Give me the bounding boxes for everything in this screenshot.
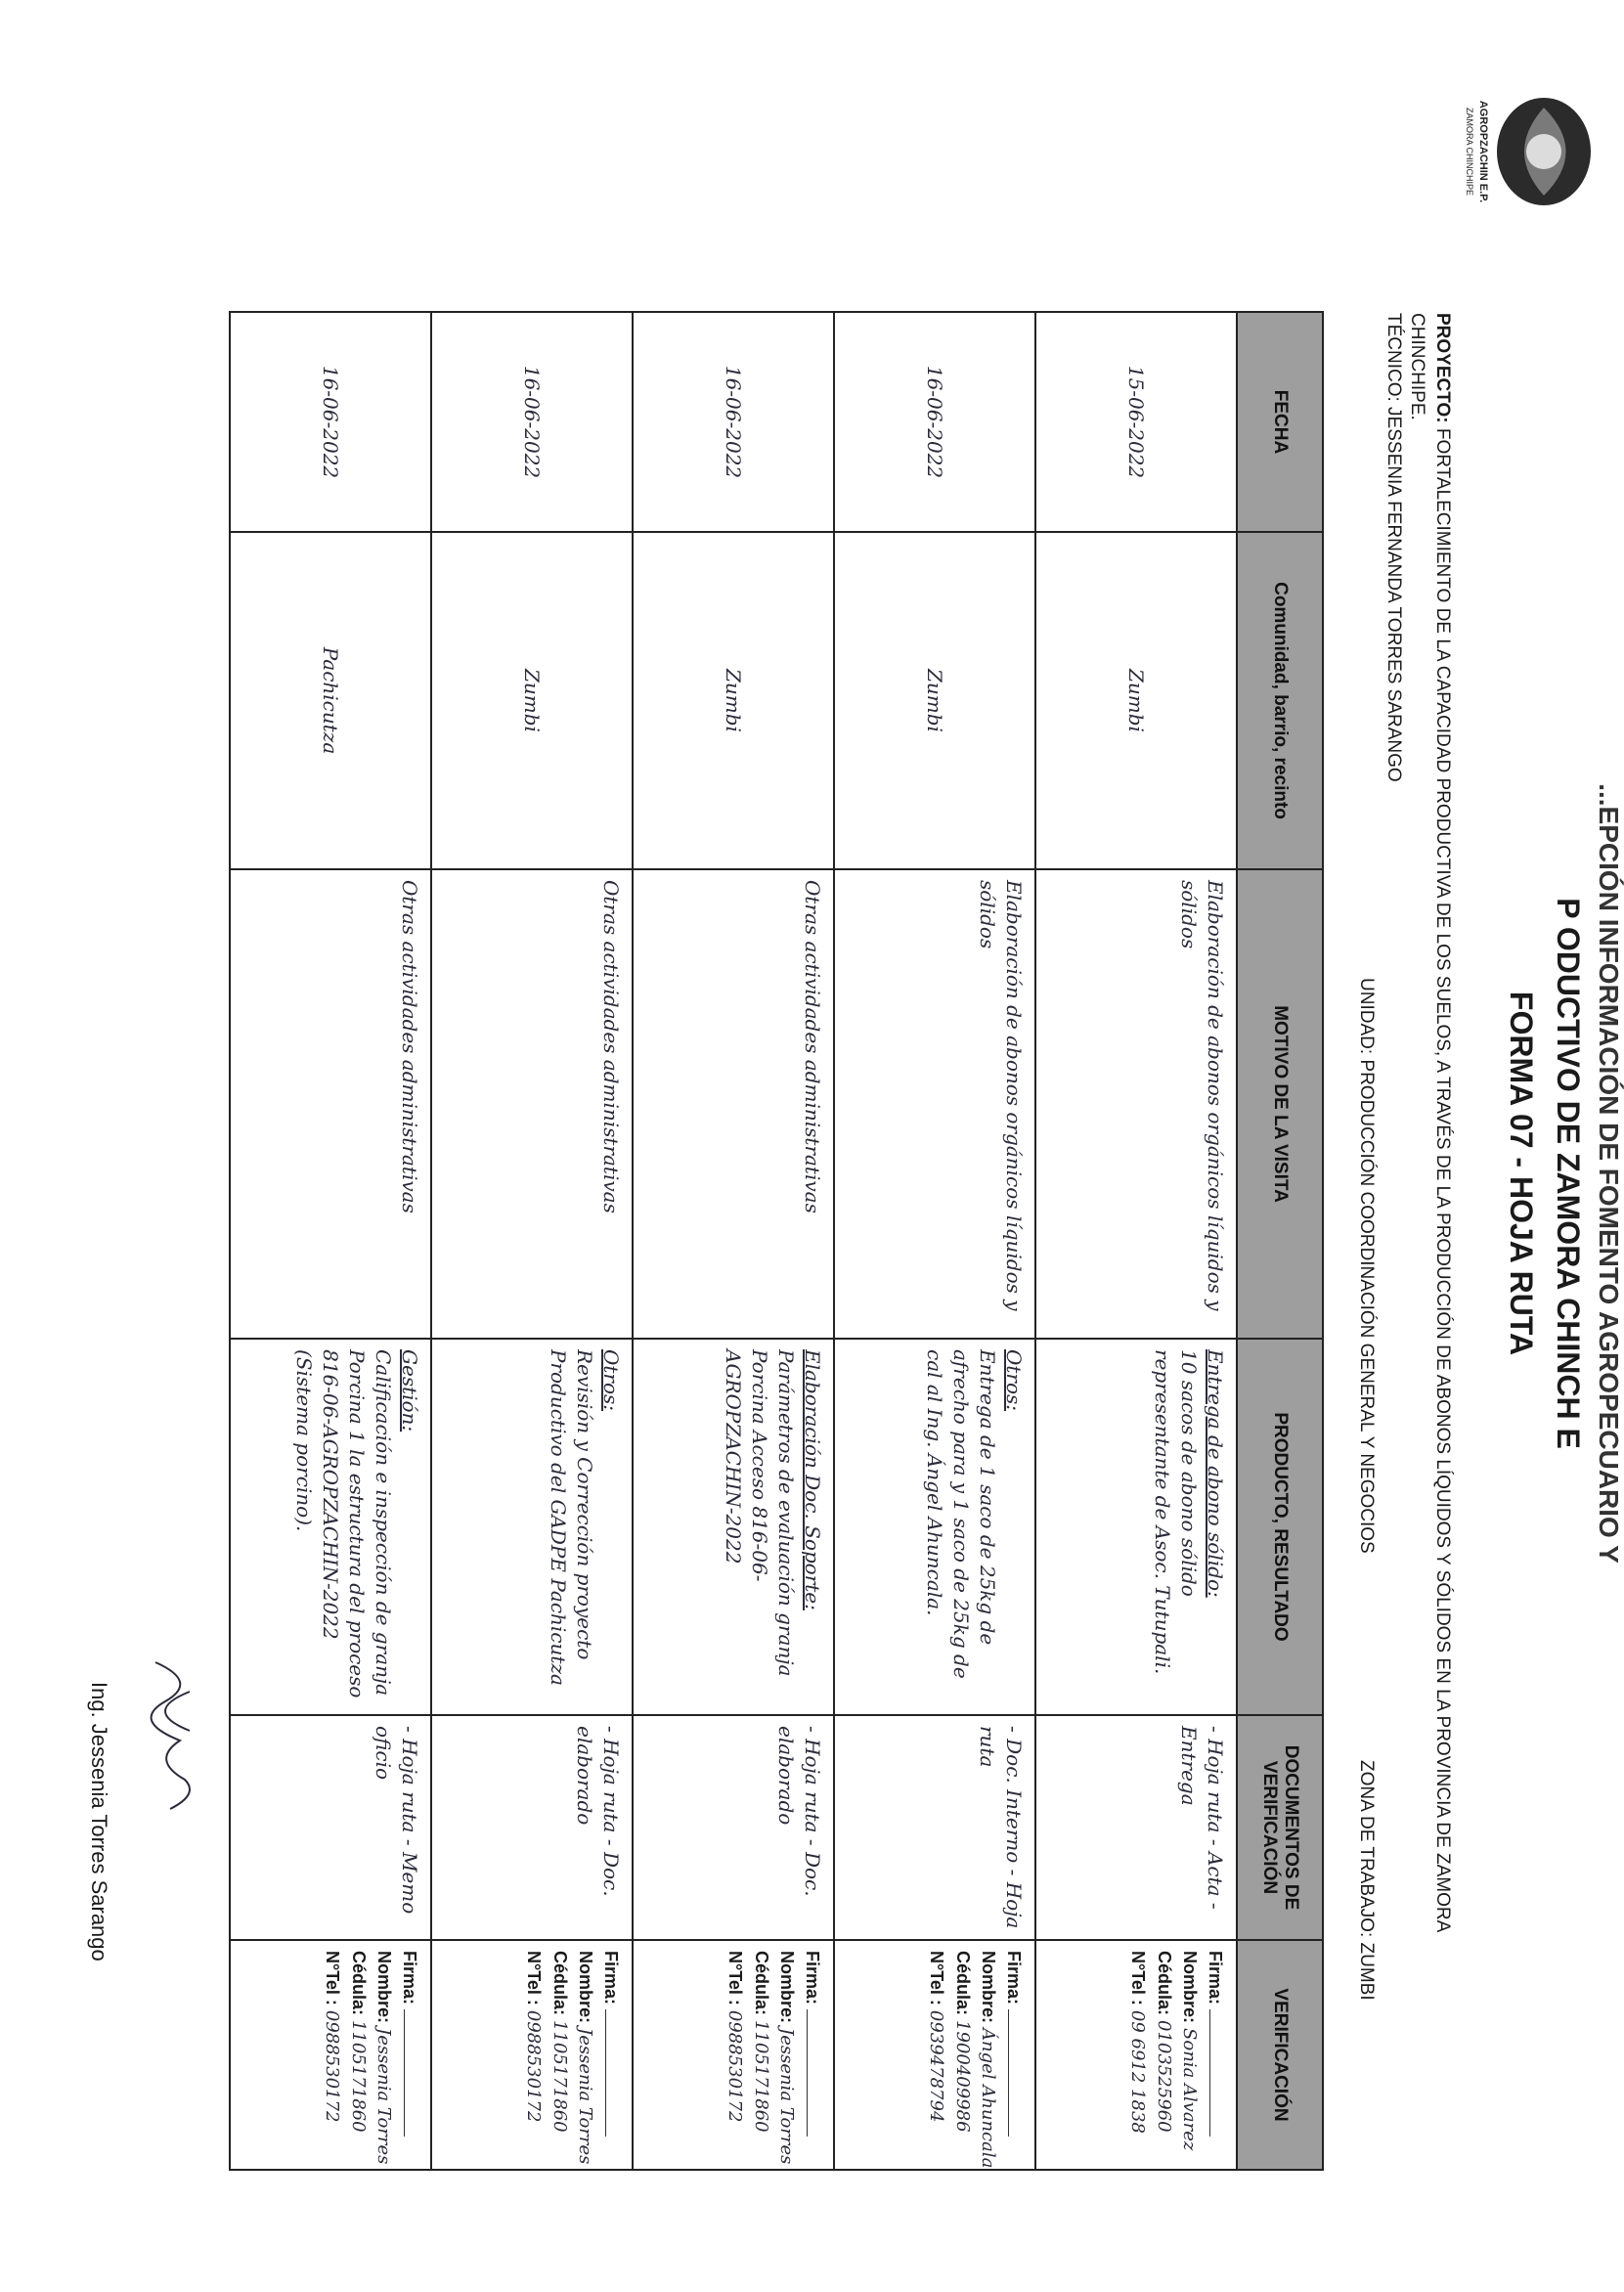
proyecto-text: FORTALECIMIENTO DE LA CAPACIDAD PRODUCTIVA DE LOS SUELOS, A TRAVÉS DE LA PRODUCCIÓN DE ABONOS LÍQUIDOS Y SÓLIDOS EN LA PROVINCIA DE ZAMORA bbox=[1432, 427, 1453, 1933]
nombre-label: Nombre: bbox=[1179, 1951, 1200, 2024]
hoja-ruta-table bbox=[229, 311, 1324, 2171]
cell-motivo: Otras actividades administrativas bbox=[230, 869, 431, 1339]
nombre-value: Jessenia Torres bbox=[574, 2028, 595, 2165]
cell-verificacion bbox=[834, 1940, 1035, 2170]
cell-producto bbox=[230, 1339, 431, 1715]
nombre-label: Nombre: bbox=[776, 1951, 797, 2024]
cell-producto bbox=[1035, 1339, 1237, 1715]
cedula-value: 1105171860 bbox=[750, 2020, 771, 2133]
col-header-documentos: DOCUMENTOS DE VERIFICACIÓN bbox=[1237, 1715, 1323, 1940]
producto-text: Entrega de 1 saco de 25kg de afrecho para y 1 saco de 25kg de cal al Ing. Ángel Ahuncala. bbox=[923, 1349, 999, 1679]
cedula-label: Cédula: bbox=[1154, 1951, 1174, 2016]
producto-title: Entrega de abono sólido: bbox=[1204, 1349, 1227, 1598]
header-line-2: P ODUCTIVO DE ZAMORA CHINCH E bbox=[1551, 898, 1586, 1449]
nombre-label: Nombre: bbox=[373, 1951, 394, 2024]
tecnico-line: TÉCNICO: JESSENIA FERNANDA TORRES SARANGO bbox=[1383, 313, 1404, 782]
firma-label: Firma: bbox=[400, 1951, 419, 2006]
cell-motivo: Otras actividades administrativas bbox=[633, 869, 834, 1339]
firma-label: Firma: bbox=[803, 1951, 822, 2006]
producto-title: Elaboración Doc. Soporte: bbox=[801, 1349, 824, 1610]
producto-text: 10 sacos de abono sólido representante de Asoc. Tutupali. bbox=[1151, 1349, 1201, 1675]
svg-text:AGROPZACHIN E.P.: AGROPZACHIN E.P. bbox=[1477, 100, 1489, 203]
cell-producto bbox=[834, 1339, 1035, 1715]
col-header-motivo: MOTIVO DE LA VISITA bbox=[1237, 869, 1323, 1339]
cell-verificacion bbox=[1035, 1940, 1237, 2170]
nombre-value: Sonia Alvarez bbox=[1178, 2028, 1200, 2151]
producto-text: Revisión y Corrección proyecto Productivo del GADPE Pachicutza bbox=[547, 1349, 596, 1686]
nombre-label: Nombre: bbox=[978, 1951, 998, 2024]
cedula-label: Cédula: bbox=[549, 1951, 570, 2016]
cell-fecha: 16-06-2022 bbox=[230, 312, 431, 532]
cell-motivo: Otras actividades administrativas bbox=[431, 869, 633, 1339]
producto-title: Otros: bbox=[599, 1349, 623, 1412]
cedula-label: Cédula: bbox=[952, 1951, 973, 2016]
cell-motivo: Elaboración de abonos orgánicos líquidos y sólidos bbox=[834, 869, 1035, 1339]
table-row bbox=[1035, 312, 1237, 2170]
tel-value: 0939478794 bbox=[926, 2009, 947, 2123]
nombre-label: Nombre: bbox=[575, 1951, 595, 2024]
col-header-producto: PRODUCTO, RESULTADO bbox=[1237, 1339, 1323, 1715]
cedula-label: Cédula: bbox=[348, 1951, 369, 2016]
cell-verificacion bbox=[431, 1940, 633, 2170]
footer-name: Ing. Jessenia Torres Sarango bbox=[87, 1682, 111, 1961]
cedula-value: 1900409986 bbox=[951, 2020, 973, 2133]
form-title: FORMA 07 - HOJA RUTA bbox=[1504, 991, 1539, 1356]
cell-comunidad: Zumbi bbox=[633, 532, 834, 869]
footer-signature bbox=[131, 1653, 209, 1819]
cell-fecha: 16-06-2022 bbox=[431, 312, 633, 532]
tel-value: 09 6912 1838 bbox=[1127, 2009, 1149, 2134]
cedula-value: 0103525960 bbox=[1153, 2020, 1174, 2133]
producto-text: Calificación e inspección de granja Porcina 1 la estructura del proceso 816-06-AGROPZACHIN-2022 (Sistema porcino). bbox=[292, 1349, 395, 1698]
agropzachin-logo bbox=[1461, 78, 1598, 225]
table-header-row bbox=[1237, 312, 1323, 2170]
tel-label: N°Tel : bbox=[1128, 1951, 1149, 2006]
tel-value: 0988530172 bbox=[322, 2009, 343, 2123]
cell-producto bbox=[633, 1339, 834, 1715]
cell-documentos: - Hoja ruta - Doc. elaborado bbox=[431, 1715, 633, 1940]
firma-label: Firma: bbox=[1004, 1951, 1024, 2006]
cell-fecha: 16-06-2022 bbox=[633, 312, 834, 532]
signature-mark bbox=[807, 2009, 808, 2137]
signature-mark bbox=[404, 2009, 405, 2137]
cell-fecha: 15-06-2022 bbox=[1035, 312, 1237, 532]
cell-documentos: - Hoja ruta - Acta - Entrega bbox=[1035, 1715, 1237, 1940]
col-header-verificacion: VERIFICACIÓN bbox=[1237, 1940, 1323, 2170]
producto-title: Gestión: bbox=[398, 1349, 421, 1432]
cell-verificacion bbox=[633, 1940, 834, 2170]
zona-line: ZONA DE TRABAJO: ZUMBI bbox=[1356, 1760, 1377, 2001]
svg-text:ZAMORA CHINCHIPE: ZAMORA CHINCHIPE bbox=[1465, 107, 1474, 197]
cell-documentos: - Hoja ruta - Doc. elaborado bbox=[633, 1715, 834, 1940]
signature-mark bbox=[605, 2009, 606, 2137]
cell-verificacion bbox=[230, 1940, 431, 2170]
proyecto-continuation: CHINCHIPE. bbox=[1407, 313, 1427, 420]
cell-motivo: Elaboración de abonos orgánicos líquidos y sólidos bbox=[1035, 869, 1237, 1339]
cell-comunidad: Zumbi bbox=[834, 532, 1035, 869]
tel-value: 0988530172 bbox=[724, 2009, 746, 2123]
tel-label: N°Tel : bbox=[323, 1951, 343, 2006]
cell-comunidad: Zumbi bbox=[431, 532, 633, 869]
cell-producto bbox=[431, 1339, 633, 1715]
nombre-value: Jessenia Torres bbox=[775, 2028, 797, 2165]
firma-label: Firma: bbox=[1206, 1951, 1225, 2006]
table-row bbox=[230, 312, 431, 2170]
signature-mark bbox=[1008, 2009, 1009, 2137]
tel-label: N°Tel : bbox=[725, 1951, 746, 2006]
signature-mark bbox=[1209, 2009, 1210, 2137]
proyecto-label: PROYECTO: bbox=[1432, 313, 1453, 423]
table-row bbox=[431, 312, 633, 2170]
cell-comunidad: Pachicutza bbox=[230, 532, 431, 869]
nombre-value: Jessenia Torres bbox=[373, 2028, 394, 2165]
tel-label: N°Tel : bbox=[927, 1951, 947, 2006]
producto-title: Otros: bbox=[1002, 1349, 1026, 1412]
unidad-line: UNIDAD: PRODUCCIÓN COORDINACIÓN GENERAL Y NEGOCIOS bbox=[1356, 978, 1377, 1554]
col-header-comunidad: Comunidad, barrio, recinto bbox=[1237, 532, 1323, 869]
cedula-value: 1105171860 bbox=[549, 2020, 570, 2133]
col-header-fecha: FECHA bbox=[1237, 312, 1323, 532]
tel-value: 0988530172 bbox=[523, 2009, 545, 2123]
nombre-value: Ángel Ahuncala bbox=[977, 2028, 998, 2169]
header-line-1: ...EPCIÓN INFORMACIÓN DE FOMENTO AGROPECUARIO Y bbox=[1594, 783, 1624, 1564]
cedula-label: Cédula: bbox=[751, 1951, 771, 2016]
cell-fecha: 16-06-2022 bbox=[834, 312, 1035, 532]
cell-documentos: - Hoja ruta - Memo oficio bbox=[230, 1715, 431, 1940]
firma-label: Firma: bbox=[601, 1951, 621, 2006]
cell-comunidad: Zumbi bbox=[1035, 532, 1237, 869]
cedula-value: 1105171860 bbox=[347, 2020, 369, 2133]
table-row bbox=[834, 312, 1035, 2170]
cell-documentos: - Doc. Interno - Hoja ruta bbox=[834, 1715, 1035, 1940]
proyecto-line bbox=[1431, 313, 1453, 1932]
tel-label: N°Tel : bbox=[524, 1951, 545, 2006]
table-row bbox=[633, 312, 834, 2170]
producto-text: Parámetros de evaluación granja Porcina Acceso 816-06-AGROPZACHIN-2022 bbox=[722, 1349, 798, 1677]
